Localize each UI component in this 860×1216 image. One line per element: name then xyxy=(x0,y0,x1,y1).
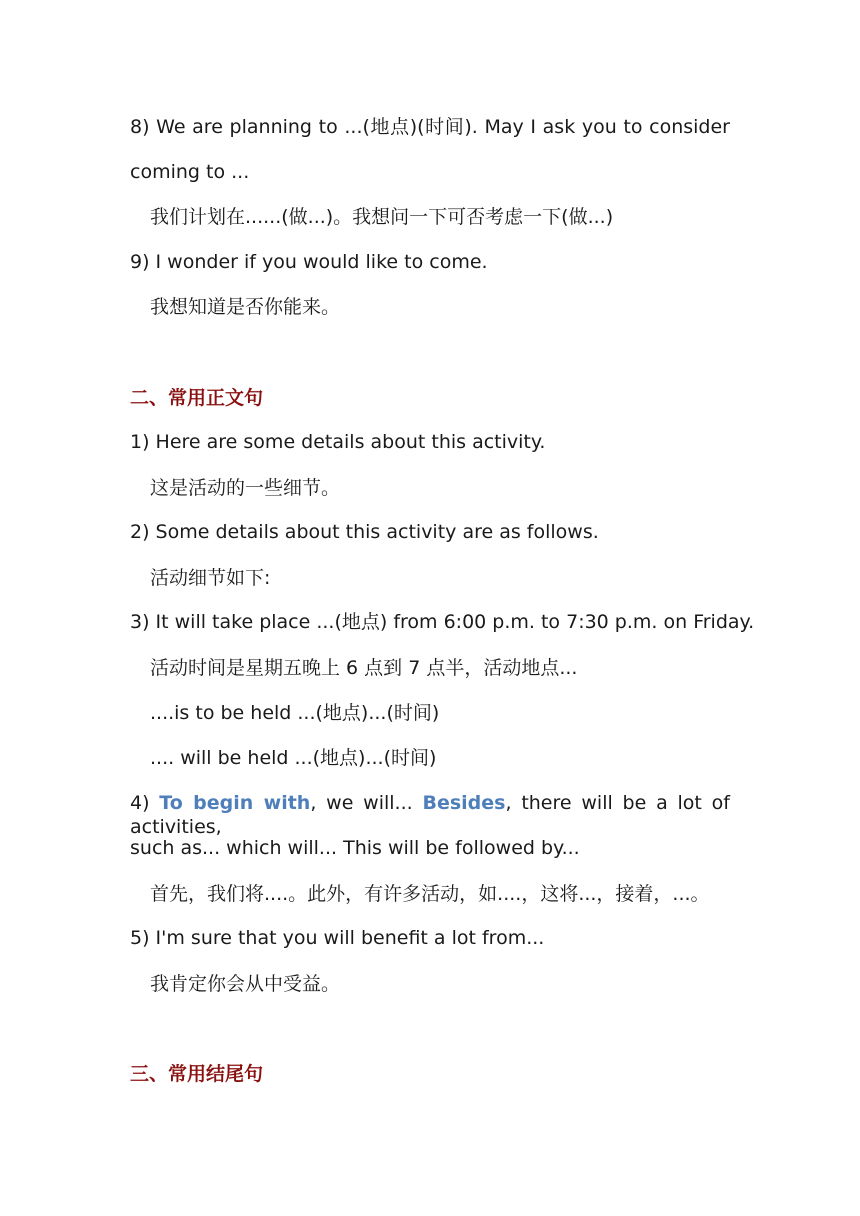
body-item-3-english: 3) It will take place ...(地点) from 6:00 p.m. to 7:30 p.m. on Friday. xyxy=(130,611,755,633)
body-item-2-english: 2) Some details about this activity are as follows. xyxy=(130,521,599,543)
item-8-translation: 我们计划在......(做...)。我想问一下可否考虑一下(做...) xyxy=(150,206,614,228)
item-9-english: 9) I wonder if you would like to come. xyxy=(130,251,488,273)
body-item-4-translation: 首先，我们将....。此外，有许多活动，如....，这将...，接着，...。 xyxy=(150,883,710,905)
section-heading-body: 二、常用正文句 xyxy=(130,387,264,409)
body-item-3-translation: 活动时间是星期五晚上 6 点到 7 点半，活动地点... xyxy=(150,657,578,679)
item-8-line-2: coming to ... xyxy=(130,161,250,183)
body-item-4-rest: , there will be a lot of activities, xyxy=(130,792,730,838)
body-item-3-alternative-2: .... will be held ...(地点)...(时间) xyxy=(150,747,437,769)
body-item-2-translation: 活动细节如下: xyxy=(150,567,271,589)
body-item-4-middle: , we will... xyxy=(310,792,423,814)
body-item-1-translation: 这是活动的一些细节。 xyxy=(150,477,341,499)
body-item-4-line-1 xyxy=(130,791,730,839)
item-9-translation: 我想知道是否你能来。 xyxy=(150,296,341,318)
body-item-5-translation: 我肯定你会从中受益。 xyxy=(150,973,341,995)
body-item-4-prefix: 4) xyxy=(130,792,160,814)
body-item-4-line-2: such as... which will... This will be followed by... xyxy=(130,837,580,859)
body-item-1-english: 1) Here are some details about this activity. xyxy=(130,431,546,453)
highlight-besides: Besides xyxy=(422,792,506,814)
highlight-to-begin-with: To begin with xyxy=(159,792,311,814)
section-heading-closing: 三、常用结尾句 xyxy=(130,1063,264,1085)
item-8-line-1: 8) We are planning to ...(地点)(时间). May I ask you to consider xyxy=(130,116,730,138)
body-item-5-english: 5) I'm sure that you will benefit a lot from... xyxy=(130,927,545,949)
body-item-3-alternative-1: ....is to be held ...(地点)...(时间) xyxy=(150,702,440,724)
